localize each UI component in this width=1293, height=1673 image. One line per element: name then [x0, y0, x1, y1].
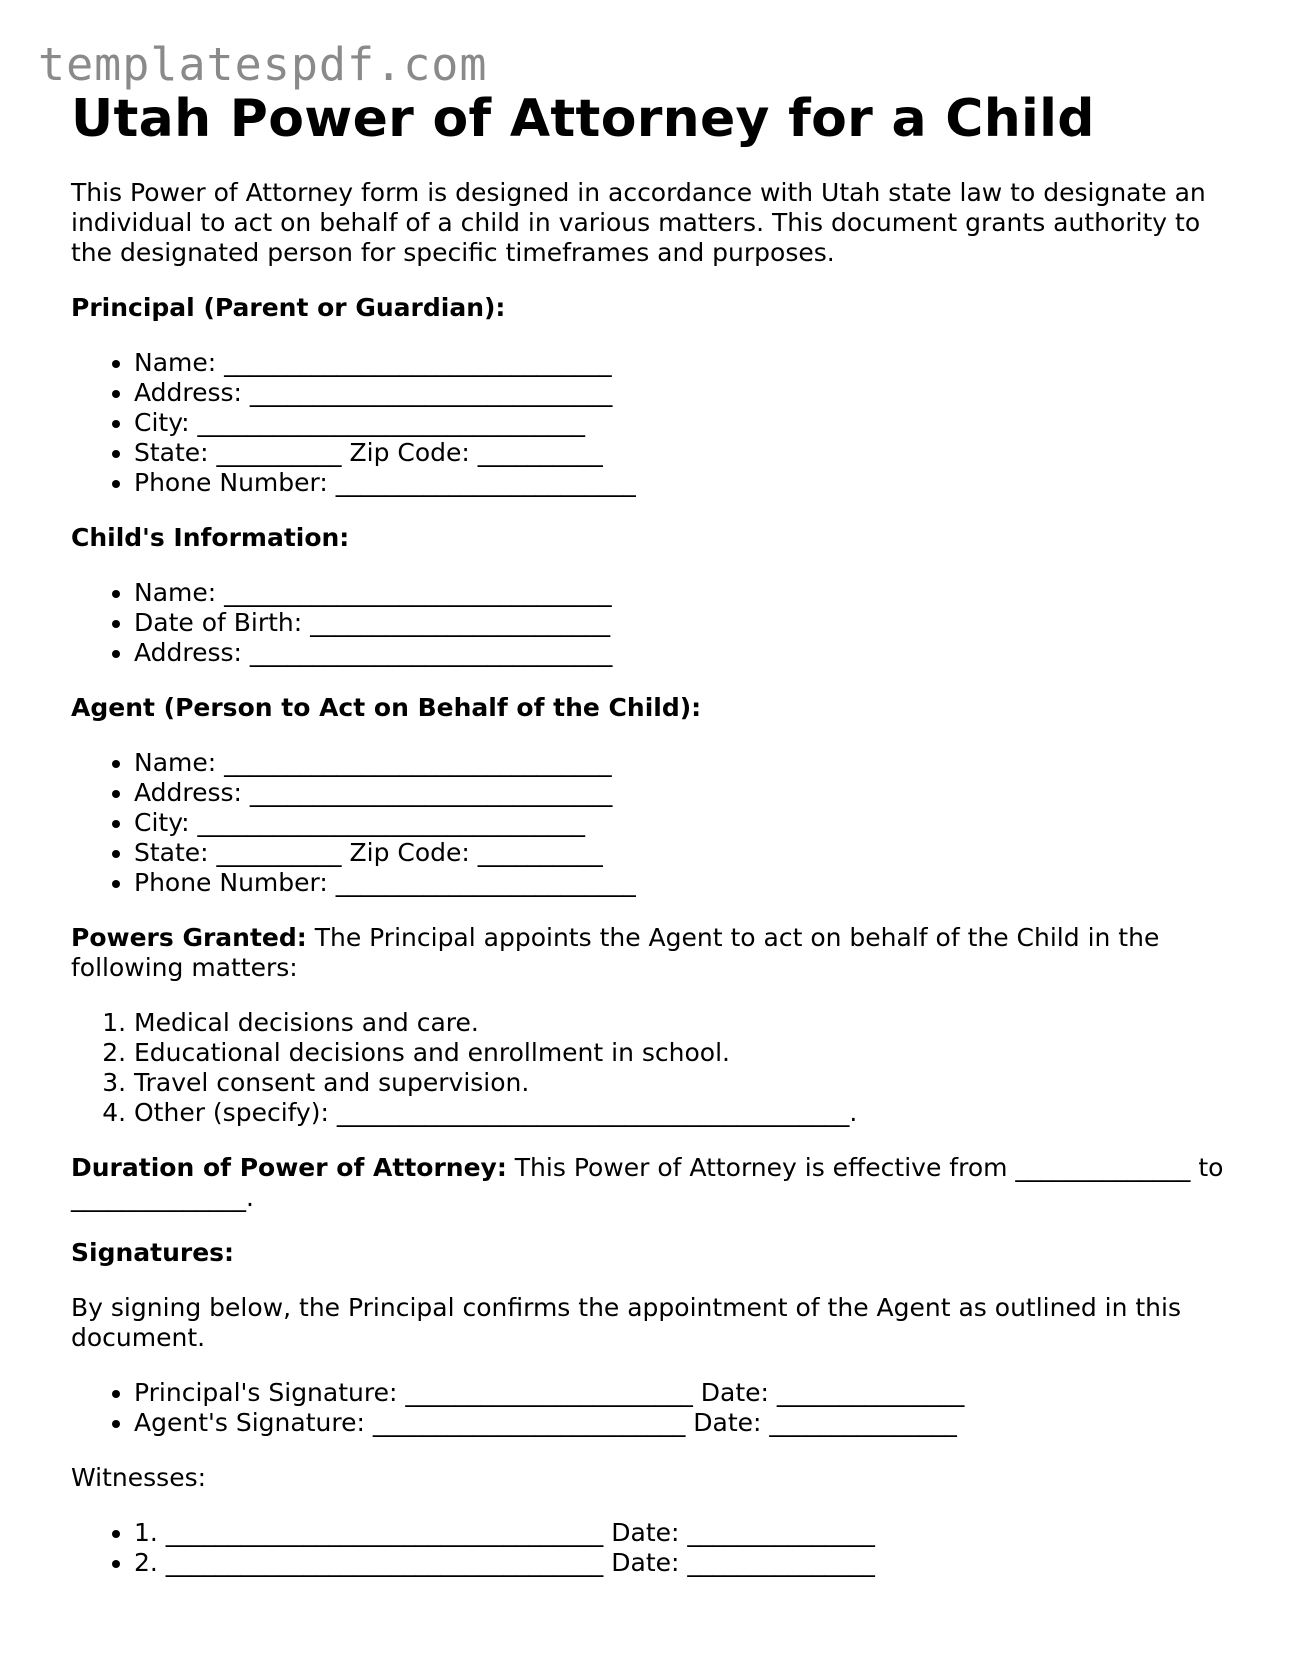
principal-heading: Principal (Parent or Guardian):: [71, 293, 506, 322]
powers-list: [71, 1008, 1231, 1128]
child-fields: [71, 578, 1231, 668]
signatures-heading: Signatures:: [71, 1238, 235, 1267]
power-item-travel: 3. Travel consent and supervision.: [134, 1068, 1231, 1098]
agent-phone-field[interactable]: • Phone Number: ________________________: [134, 868, 1231, 898]
witnesses-heading: Witnesses:: [71, 1463, 207, 1492]
principal-fields: [71, 348, 1231, 498]
agent-address-field[interactable]: • Address: _____________________________: [134, 778, 1231, 808]
agent-name-field[interactable]: • Name: _______________________________: [134, 748, 1231, 778]
intro-paragraph: This Power of Attorney form is designed in accordance with Utah state law to designate an individual to act on behalf of a child in various matters. This document grants authority to the designated person for specific timeframes and purposes.: [71, 178, 1206, 267]
child-address-field[interactable]: • Address: _____________________________: [134, 638, 1231, 668]
agent-fields: [71, 748, 1231, 898]
principal-phone-field[interactable]: • Phone Number: ________________________: [134, 468, 1231, 498]
principal-state-zip-field[interactable]: • State: __________ Zip Code: __________: [134, 438, 1231, 468]
power-item-educational: 2. Educational decisions and enrollment in school.: [134, 1038, 1231, 1068]
duration-text[interactable]: This Power of Attorney is effective from ______________ to ______________.: [71, 1153, 1224, 1212]
powers-label: Powers Granted:: [71, 923, 307, 952]
child-dob-field[interactable]: • Date of Birth: ________________________: [134, 608, 1231, 638]
child-heading: Child's Information:: [71, 523, 350, 552]
child-name-field[interactable]: • Name: _______________________________: [134, 578, 1231, 608]
agent-signature-field[interactable]: • Agent's Signature: _________________________ Date: _______________: [134, 1408, 1231, 1438]
duration-paragraph: [71, 1153, 1231, 1213]
principal-city-field[interactable]: • City: _______________________________: [134, 408, 1231, 438]
document-page: [71, 86, 1231, 1578]
principal-signature-field[interactable]: • Principal's Signature: _______________________ Date: _______________: [134, 1378, 1231, 1408]
witness-1-field[interactable]: • 1. ___________________________________ Date: _______________: [134, 1518, 1231, 1548]
power-item-medical: 1. Medical decisions and care.: [134, 1008, 1231, 1038]
agent-state-zip-field[interactable]: • State: __________ Zip Code: __________: [134, 838, 1231, 868]
duration-label: Duration of Power of Attorney:: [71, 1153, 507, 1182]
agent-heading: Agent (Person to Act on Behalf of the Child):: [71, 693, 702, 722]
signatures-text: By signing below, the Principal confirms the appointment of the Agent as outlined in this document.: [71, 1293, 1181, 1352]
page-title: Utah Power of Attorney for a Child: [71, 89, 1095, 149]
principal-address-field[interactable]: • Address: _____________________________: [134, 378, 1231, 408]
powers-paragraph: [71, 923, 1231, 983]
watermark: templatespdf.com: [38, 38, 488, 91]
signature-lines: [71, 1378, 1231, 1438]
power-item-other-field[interactable]: 4. Other (specify): _________________________________________.: [134, 1098, 1231, 1128]
witness-lines: [71, 1518, 1231, 1578]
agent-city-field[interactable]: • City: _______________________________: [134, 808, 1231, 838]
witness-2-field[interactable]: • 2. ___________________________________ Date: _______________: [134, 1548, 1231, 1578]
principal-name-field[interactable]: • Name: _______________________________: [134, 348, 1231, 378]
powers-text: The Principal appoints the Agent to act on behalf of the Child in the following matters:: [71, 923, 1160, 982]
